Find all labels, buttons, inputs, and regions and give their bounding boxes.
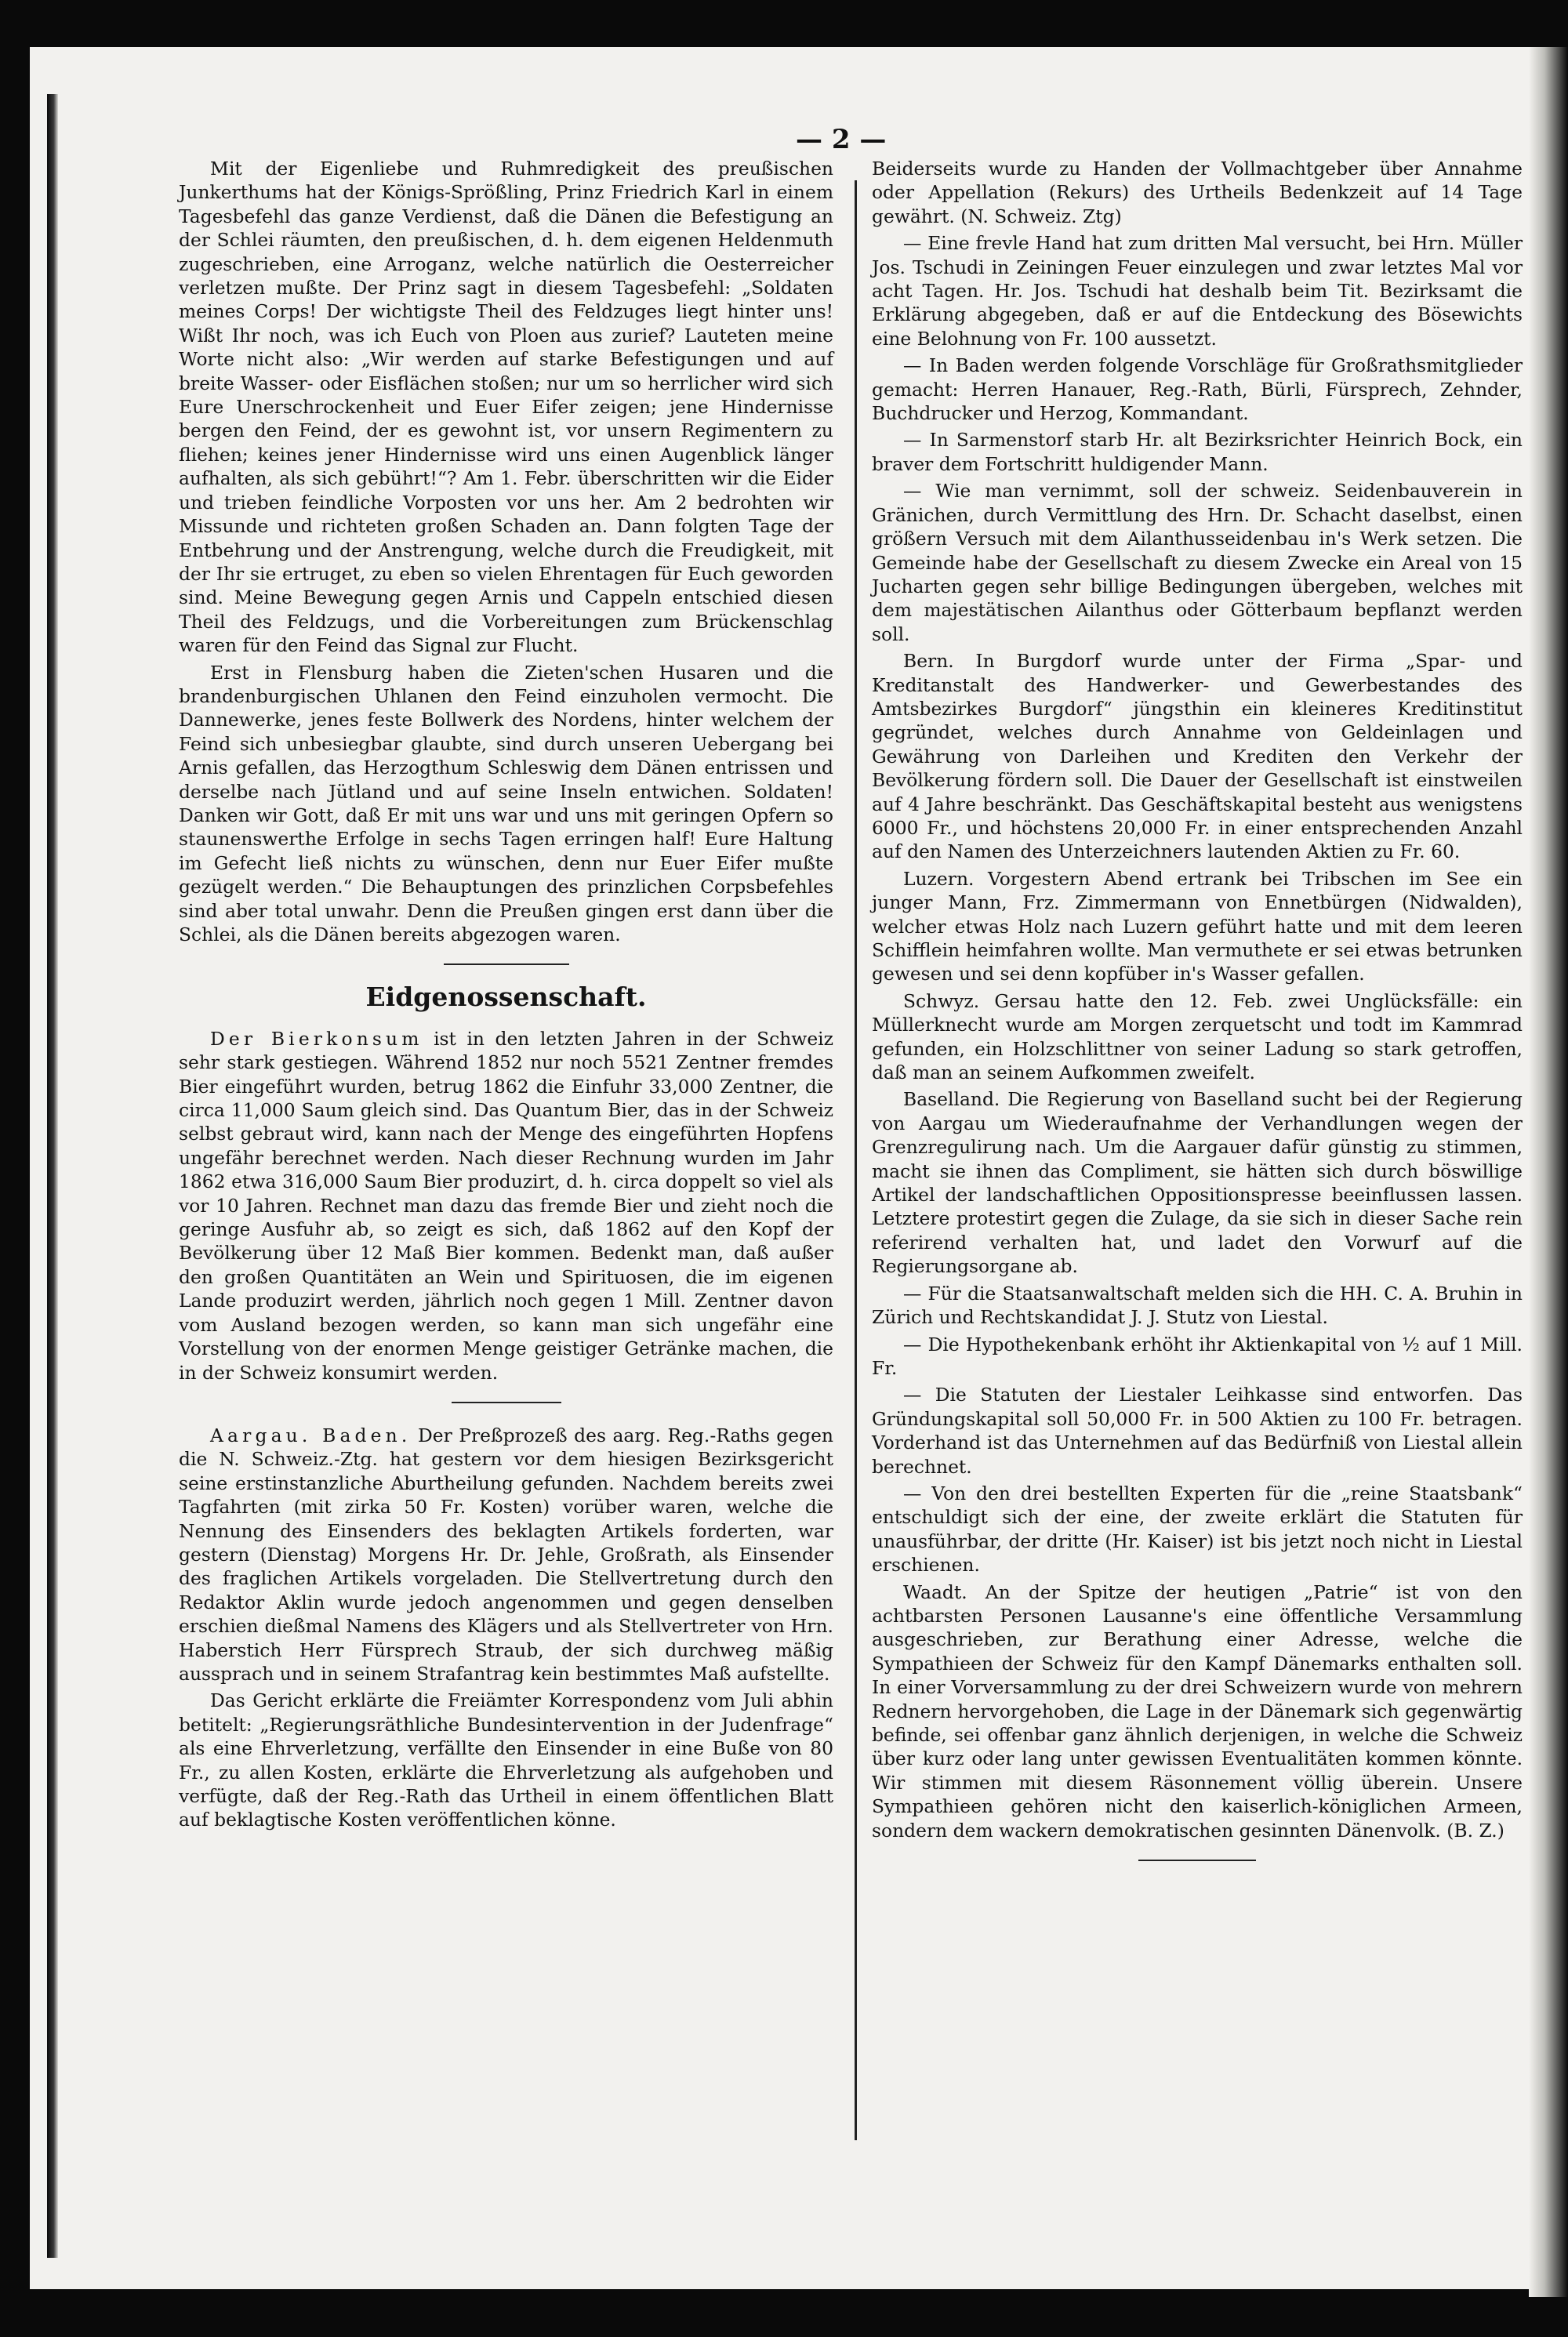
paragraph-staatsanwalt: — Für die Staatsanwaltschaft melden sich die HH. C. A. Bruhin in Zürich und Rechtskandidat J. J. Stutz von Liestal. bbox=[872, 1282, 1523, 1329]
paragraph-bierkonsum bbox=[179, 1027, 833, 1384]
paragraph-bern: Bern. In Burgdorf wurde unter der Firma „Spar- und Kreditanstalt des Handwerker- und Gewerbestandes des Amtsbezirkes Burgdorf“ jüngsthin ein kleineres Kreditinstitut gegründet, welches durch Annahme von Geldeinlagen und Gewährung von Darleihen und Krediten den Verkehr der Bevölkerung fördern soll. Die Dauer der Gesellschaft ist einstweilen auf 4 Jahre beschränkt. Das Geschäftskapital besteht aus wenigstens 6000 Fr., und höchstens 20,000 Fr. in einer entsprechenden Anzahl auf den Namen des Unterzeichners lautenden Aktien zu Fr. 60. bbox=[872, 650, 1523, 863]
paragraph-aargau-1 bbox=[179, 1424, 833, 1686]
paragraph-baden-wahl: — In Baden werden folgende Vorschläge für Großrathsmitglieder gemacht: Herren Hanauer, Reg.-Rath, Bürli, Fürsprech, Zehnder, Buchdrucker und Herzog, Kommandant. bbox=[872, 354, 1523, 425]
paragraph-zeiningen: — Eine frevle Hand hat zum dritten Mal versucht, bei Hrn. Müller Jos. Tschudi in Zeiningen Feuer einzulegen und zwar letztes Mal vor acht Tagen. Hr. Jos. Tschudi hat deshalb beim Tit. Bezirksamt die Erklärung abgegeben, daß er auf die Entdeckung des Bösewichts eine Belohnung von Fr. 100 aussetzt. bbox=[872, 232, 1523, 350]
left-column bbox=[179, 157, 833, 1835]
aargau-lead: Aargau. Baden. bbox=[210, 1424, 412, 1446]
paragraph-hypothekenbank: — Die Hypothekenbank erhöht ihr Aktienkapital von ½ auf 1 Mill. Fr. bbox=[872, 1333, 1523, 1379]
paragraph-sarmenstorf: — In Sarmenstorf starb Hr. alt Bezirksrichter Heinrich Bock, ein braver dem Fortschritt huldigender Mann. bbox=[872, 429, 1523, 475]
bier-text: ist in den letzten Jahren in der Schweiz sehr stark gestiegen. Während 1852 nur noch 5521 Zentner fremdes Bier eingeführt wurden, betrug 1862 die Einfuhr 33,000 Zentner, die circa 11,000 Saum gleich sind. Das Quantum Bier, das in der Schweiz selbst gebraut wird, kann nach der Menge des eingeführten Hopfens ungefähr berechnet werden. Nach dieser Rechnung wurden im Jahr 1862 etwa 316,000 Saum Bier produzirt, d. h. circa doppelt so viel als vor 10 Jahren. Rechnet man dazu das fremde Bier und zieht noch die geringe Ausfuhr ab, so zeigt es sich, daß 1862 auf den Kopf der Bevölkerung über 12 Maß Bier kommen. Bedenkt man, daß außer den großen Quantitäten an Wein und Spirituosen, die im eigenen Lande produzirt werden, jährlich noch gegen 1 Mill. Zentner davon vom Ausland bezogen werden, so kann man sich ungefähr eine Vorstellung von der enormen Menge geistiger Getränke machen, die in der Schweiz konsumirt werden. bbox=[179, 1027, 833, 1384]
paragraph-luzern: Luzern. Vorgestern Abend ertrank bei Tribschen im See ein junger Mann, Frz. Zimmermann von Ennetbürgen (Nidwalden), welcher etwas Holz nach Luzern geführt hatte und mit dem leeren Schifflein heimfahren wollte. Man vermuthete er sei etwas betrunken gewesen und sei denn kopfüber in's Wasser gefallen. bbox=[872, 867, 1523, 985]
paragraph-seidenbau: — Wie man vernimmt, soll der schweiz. Seidenbauverein in Gränichen, durch Vermittlung des Hrn. Dr. Schacht daselbst, einen größern Versuch mit dem Ailanthusseidenbau in's Werk setzen. Die Gemeinde habe der Gesellschaft zu diesem Zwecke ein Areal von 15 Jucharten gegen sehr billige Bedingungen übergeben, welches mit dem majestätischen Ailanthus oder Götterbaum bepflanzt werden soll. bbox=[872, 480, 1523, 645]
binding-gutter bbox=[47, 94, 58, 2258]
paragraph-prussia-2: Erst in Flensburg haben die Zieten'schen Husaren und die brandenburgischen Uhlanen den Feind einzuholen vermocht. Die Dannewerke, jenes feste Bollwerk des Nordens, hinter welchem der Feind sich unbesiegbar glaubte, sind durch unseren Uebergang bei Arnis gefallen, das Herzogthum Schleswig dem Dänen entrissen und derselbe nach Jütland und auf seine Inseln entwichen. Soldaten! Danken wir Gott, daß Er mit uns war und uns mit geringen Opfern so staunenswerthe Erfolge in sechs Tagen erringen half! Eure Haltung im Gefecht ließ nichts zu wünschen, denn nur Euer Eifer mußte gezügelt werden.“ Die Behauptungen des prinzlichen Corpsbefehles sind aber total unwahr. Denn die Preußen gingen erst dann über die Schlei, als die Dänen bereits abgezogen waren. bbox=[179, 661, 833, 945]
article-divider bbox=[452, 1402, 561, 1403]
paragraph-prussia-1: Mit der Eigenliebe und Ruhmredigkeit des preußischen Junkerthums hat der Königs-Sprößling, Prinz Friedrich Karl in einem Tagesbefehl das ganze Verdienst, daß die Dänen die Befestigung an der Schlei räumten, den preußischen, d. h. dem eigenen Heldenmuth zugeschrieben, eine Arroganz, welche natürlich die Oesterreicher verletzen mußte. Der Prinz sagt in diesem Tagesbefehl: „Soldaten meines Corps! Der wichtigste Theil des Feldzuges liegt hinter uns! Wißt Ihr noch, was ich Euch von Ploen aus zurief? Lauteten meine Worte nicht also: „Wir werden auf starke Befestigungen und auf breite Wasser- oder Eisflächen stoßen; nur um so herrlicher wird sich Eure Unerschrockenheit und Euer Eifer zeigen; jene Hindernisse bergen den Feind, der es gewohnt ist, vor unsern Regimentern zu fliehen; keines jener Hindernisse wird uns einen Augenblick länger aufhalten, als sich gebührt!“? Am 1. Febr. überschritten wir die Eider und trieben feindliche Vorposten vor uns her. Am 2 bedrohten wir Missunde und richteten großen Schaden an. Dann folgten Tage der Entbehrung und der Anstrengung, welche durch die Freudigkeit, mit der Ihr sie ertruget, zu eben so vielen Ehrentagen für Euch geworden sind. Meine Bewegung gegen Arnis und Cappeln entschied diesen Theil des Feldzugs, und die Vorbereitungen zum Brückenschlag waren für den Feind das Signal zur Flucht. bbox=[179, 158, 833, 657]
paragraph-staatsbank: — Von den drei bestellten Experten für die „reine Staatsbank“ entschuldigt sich der eine, der zweite erklärt die Statuten für unausführbar, der dritte (Hr. Kaiser) ist bis jetzt noch nicht in Liestal erschienen. bbox=[872, 1482, 1523, 1577]
right-column bbox=[872, 157, 1523, 1882]
paragraph-baselland: Baselland. Die Regierung von Baselland sucht bei der Regierung von Aargau um Wiederaufnahme der Verhandlungen wegen der Grenzregulirung nach. Um die Aargauer dafür günstig zu stimmen, macht sie ihnen das Compliment, sie hätten sich durch böswillige Artikel der landschaftlichen Oppositionspresse beeinflussen lassen. Letztere protestirt gegen die Zulage, da sie sich in dieser Sache rein referirend verhalten hat, und ladet den Vorwurf auf die Regierungsorgane ab. bbox=[872, 1088, 1523, 1278]
section-divider bbox=[444, 963, 569, 965]
column-rule bbox=[855, 180, 857, 2140]
paragraph-aargau-2: Das Gericht erklärte die Freiämter Korrespondenz vom Juli abhin betitelt: „Regierungsräthliche Bundesintervention in der Judenfrage“ als eine Ehrverletzung, verfällte den Einsender in eine Buße von 80 Fr., zu allen Kosten, erklärte die Ehrverletzung als aufgehoben und verfügte, daß der Reg.-Rath das Urtheil in einem öffentlichen Blatt auf beklagtische Kosten veröffentlichen könne. bbox=[179, 1689, 833, 1831]
paragraph-continuation: Beiderseits wurde zu Handen der Vollmachtgeber über Annahme oder Appellation (Rekurs) des Urtheils Bedenkzeit auf 14 Tage gewährt. (N. Schweiz. Ztg) bbox=[872, 158, 1523, 227]
paragraph-waadt: Waadt. An der Spitze der heutigen „Patrie“ ist von den achtbarsten Personen Lausanne's eine öffentliche Versammlung ausgeschrieben, zur Berathung einer Adresse, welche die Sympathieen der Schweiz für den Kampf Dänemarks enthalten soll. In einer Vorversammlung zu der drei Schweizern wurde von mehrern Rednern hervorgehoben, die Lage in der Dänemark sich gegenwärtig befinde, sei offenbar ganz ähnlich derjenigen, in welche die Schweiz über kurz oder lang unter gewissen Eventualitäten kommen könnte. Wir stimmen mit diesem Räsonnement völlig überein. Unsere Sympathieen gehören nicht den kaiserlich-königlichen Armeen, sondern dem wackern demokratischen gesinnten Dänenvolk. (B. Z.) bbox=[872, 1580, 1523, 1842]
paragraph-leihkasse: — Die Statuten der Liestaler Leihkasse sind entworfen. Das Gründungskapital soll 50,000 Fr. in 500 Aktien zu 100 Fr. betragen. Vorderhand ist das Unternehmen auf das Bedürfniß von Liestal allein berechnet. bbox=[872, 1384, 1523, 1478]
paragraph-schwyz: Schwyz. Gersau hatte den 12. Feb. zwei Unglücksfälle: ein Müllerknecht wurde am Morgen zerquetscht und todt im Kammrad gefunden, ein Holzschlittner von seiner Ladung so stark getroffen, daß man an seinem Aufkommen zweifelt. bbox=[872, 989, 1523, 1084]
section-title-eidgenossenschaft: Eidgenossenschaft. bbox=[365, 982, 647, 1013]
bier-lead: Der Bierkonsum bbox=[210, 1027, 423, 1050]
page-edge-shadow bbox=[1529, 47, 1568, 2297]
aargau-text: Der Preßprozeß des aarg. Reg.-Raths gegen die N. Schweiz.-Ztg. hat gestern vor dem hiesigen Bezirksgericht seine erstinstanzliche Aburtheilung gefunden. Nachdem bereits zwei Tagfahrten (mit zirka 50 Fr. Kosten) vorüber waren, welche die Nennung des Einsenders des beklagten Artikels forderten, war gestern (Dienstag) Morgens Hr. Dr. Jehle, Großrath, als Einsender des fraglichen Artikels vorgeladen. Die Stellvertretung durch den Redaktor Aklin wurde jedoch angenommen und gegen denselben erschien dießmal Namens des Klägers und als Stellvertreter von Hrn. Haberstich Herr Fürsprech Straub, der sich durchweg mäßig aussprach und in seinem Strafantrag kein bestimmtes Maß aufstellte. bbox=[179, 1424, 833, 1685]
page-number: — 2 — bbox=[796, 124, 887, 155]
end-divider bbox=[1138, 1860, 1256, 1861]
